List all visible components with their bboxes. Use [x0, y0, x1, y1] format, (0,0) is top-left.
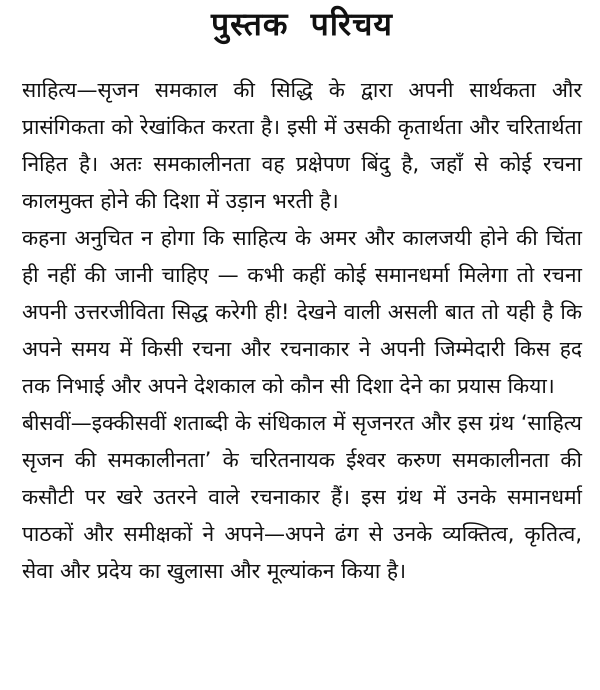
paragraph-3: बीसवीं—इक्कीसवीं शताब्दी के संधिकाल में सृजनरत और इस ग्रंथ ‘साहित्य सृजन की समकालीनता’ के चरितनायक ईश्वर करुण समकालीनता की कसौटी पर खरे उतरने वाले रचनाकार हैं। इस ग्रंथ में उनके समानधर्मा पाठकों और समीक्षकों ने अपने—अपने ढंग से उनके व्यक्तित्व, कृतित्व, सेवा और प्रदेय का खुलासा और मूल्यांकन किया है।: [22, 411, 582, 583]
page-title: पुस्तक परिचय: [210, 5, 393, 43]
paragraph-2: कहना अनुचित न होगा कि साहित्य के अमर और कालजयी होने की चिंता ही नहीं की जानी चाहिए — कभी कहीं कोई समानधर्मा मिलेगा तो रचना अपनी उत्तरजीविता सिद्ध करेगी ही! देखने वाली असली बात तो यही है कि अपने समय में किसी रचना और रचनाकार ने अपनी जिम्मेदारी किस हद तक निभाई और अपने देशकाल को कौन सी दिशा देने का प्रयास किया।: [22, 226, 582, 398]
paragraph-1: साहित्य—सृजन समकाल की सिद्धि के द्वारा अपनी सार्थकता और प्रासंगिकता को रेखांकित करता है। इसी में उसकी कृतार्थता और चरितार्थता निहित है। अतः समकालीनता वह प्रक्षेपण बिंदु है, जहाँ से कोई रचना कालमुक्त होने की दिशा में उड़ान भरती है।: [22, 78, 582, 213]
